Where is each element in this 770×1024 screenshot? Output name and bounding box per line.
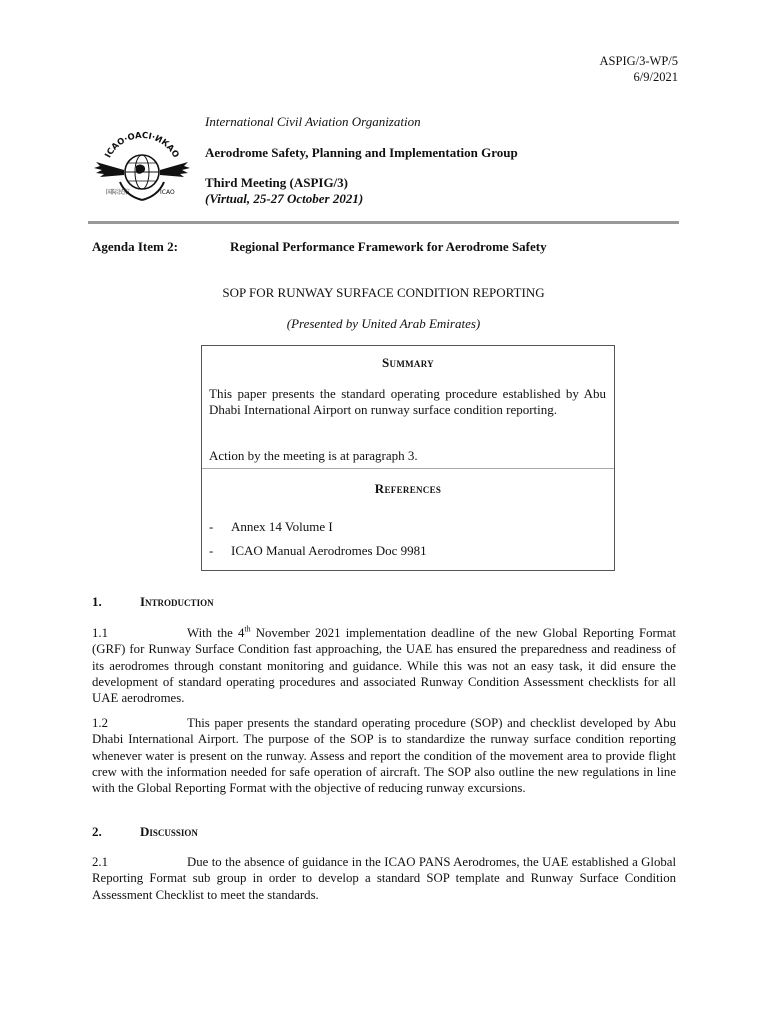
paragraph-1-1 [92, 625, 676, 706]
paragraph-1-2 [92, 715, 676, 796]
section-number: 2. [92, 824, 102, 839]
reference-text: Annex 14 Volume I [231, 519, 333, 534]
paragraph-text-start: With the 4 [187, 626, 245, 640]
meeting-name: Third Meeting (ASPIG/3) [205, 175, 348, 190]
meeting-venue: (Virtual, 25-27 October 2021) [205, 191, 364, 206]
svg-text:ICAO: ICAO [160, 189, 175, 196]
reference-item [209, 519, 213, 535]
paragraph-text: This paper presents the standard operating procedure (SOP) and checklist developed by Abu Dhabi International Airport. The purpose of the SOP is to standardize the runway surface condition reporting whenever water is present on the runway. Assess and report the condition of the movement area to provide flight crew with the information needed for safe operation of aircraft. The SOP also outline the new regulations in line with the Global Reporting Format with the objective of reducing runway excursions. [92, 716, 676, 796]
summary-divider [202, 468, 614, 469]
references-heading: References [374, 481, 442, 496]
paragraph-2-1 [92, 854, 676, 903]
summary-text: This paper presents the standard operating procedure established by Abu Dhabi International Airport on runway surface condition reporting. [209, 386, 606, 417]
reference-bullet: - [209, 543, 214, 558]
header-divider [88, 221, 679, 224]
group-name: Aerodrome Safety, Planning and Implementation Group [205, 145, 518, 160]
agenda-title: Regional Performance Framework for Aerodrome Safety [230, 239, 547, 254]
organization-name: International Civil Aviation Organization [205, 114, 421, 129]
presented-by: (Presented by United Arab Emirates) [286, 316, 481, 331]
reference-text: ICAO Manual Aerodromes Doc 9981 [231, 543, 427, 558]
section-number: 1. [92, 594, 102, 609]
summary-action: Action by the meeting is at paragraph 3. [209, 448, 418, 463]
document-code: ASPIG/3-WP/5 [599, 54, 678, 68]
paper-title: SOP FOR RUNWAY SURFACE CONDITION REPORTING [222, 285, 545, 300]
summary-box [201, 345, 615, 571]
paragraph-text: Due to the absence of guidance in the ICAO PANS Aerodromes, the UAE established a Global Reporting Format sub group in order to develop a standard SOP template and Runway Surface Condition Assessment Checklist to meet the standards. [92, 855, 676, 902]
section-title: Introduction [140, 594, 214, 609]
superscript: th [244, 624, 251, 634]
reference-item [209, 543, 213, 559]
agenda-label: Agenda Item 2: [92, 239, 178, 254]
reference-bullet: - [209, 519, 214, 534]
emblem-text: ICAO·OACI·ИКАО [103, 130, 181, 160]
section-title: Discussion [140, 824, 198, 839]
paragraph-number: 1.1 [92, 626, 108, 640]
svg-text:国际民航: 国际民航 [106, 189, 131, 196]
summary-heading: Summary [381, 355, 434, 370]
paragraph-text-rest: November 2021 implementation deadline of the new Global Reporting Format (GRF) for Runway Surface Condition fast approaching, the UAE has ensured the preparedness and readiness of its aerodromes through constant monitoring and guidance. While this was not an easy task, it did ensure the development of standard operating procedures and associated Runway Condition Assessment checklists for all UAE aerodromes. [92, 626, 676, 706]
icao-emblem [90, 122, 194, 210]
paragraph-number: 2.1 [92, 855, 108, 869]
document-date: 6/9/2021 [633, 70, 678, 84]
paragraph-number: 1.2 [92, 716, 108, 730]
